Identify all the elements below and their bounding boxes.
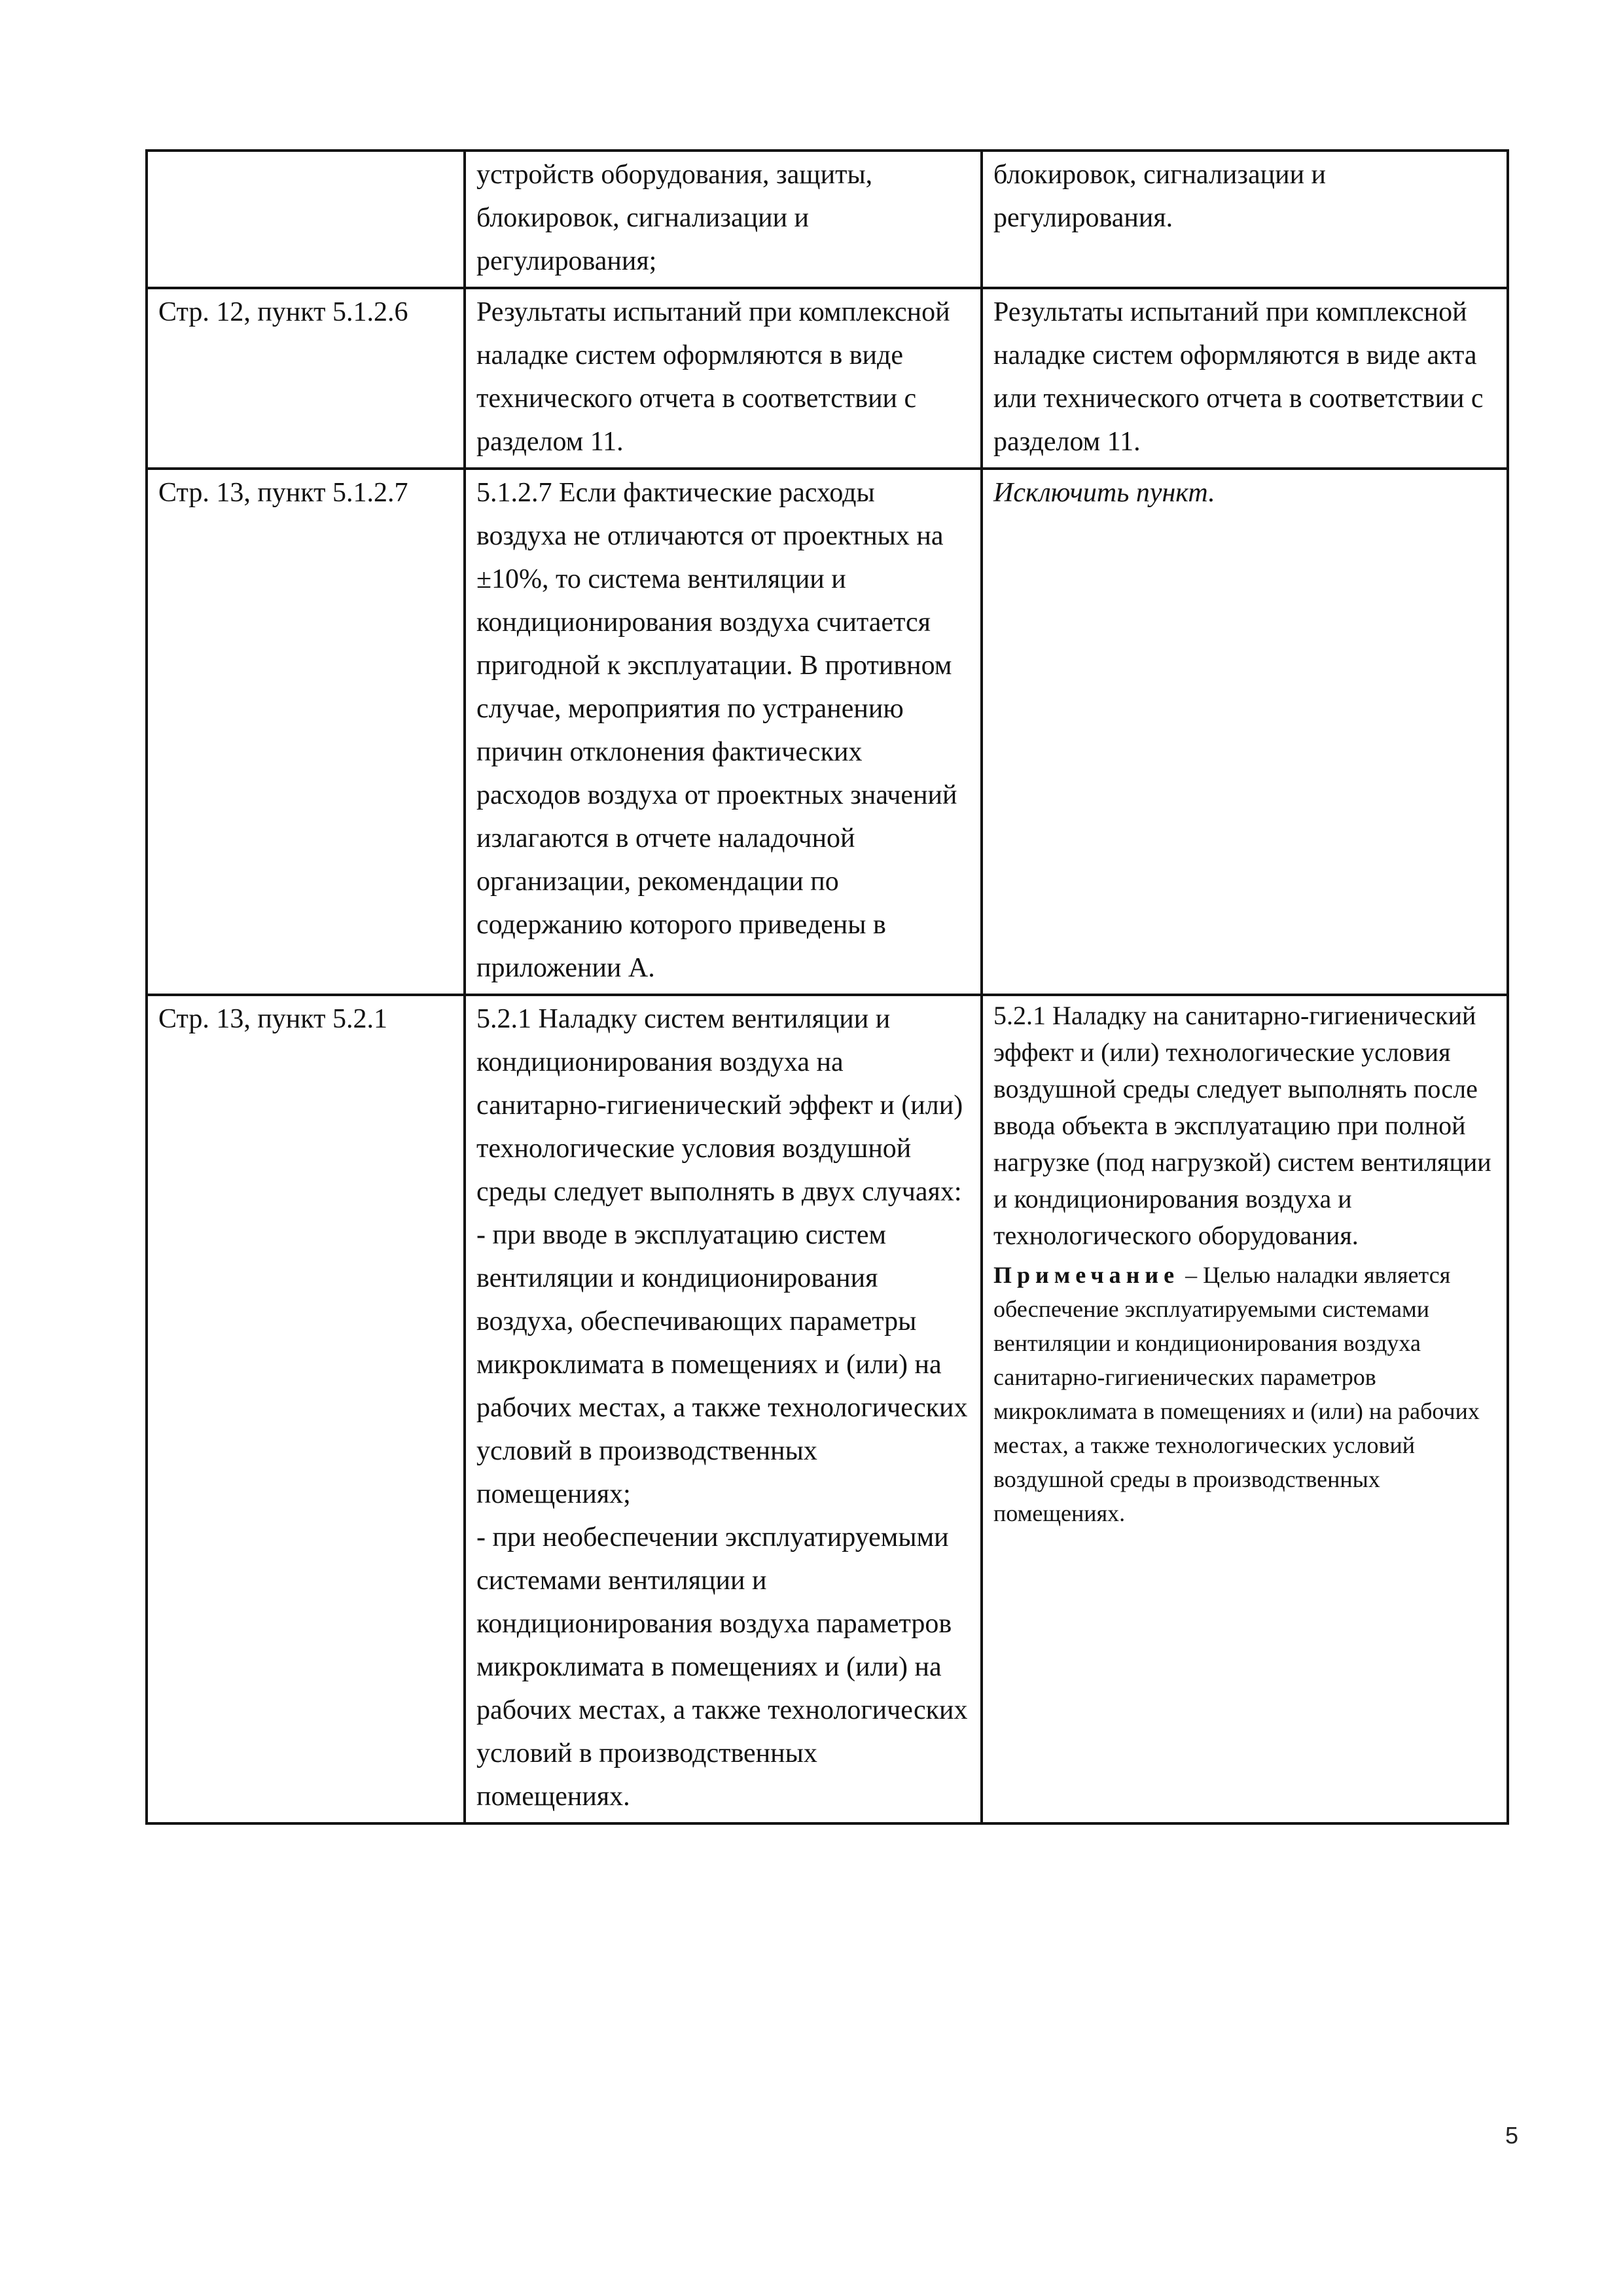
new-text-cell: блокировок, сигнализации и регулирования. [982,151,1508,288]
new-text-paragraph: 5.2.1 Наладку на санитарно-гигиенический эффект и (или) технологические условия воздушной среды следует выполнять после ввода объекта в эксплуатацию при полной нагрузке (под нагрузкой) систем вентиляции и кондиционирования воздуха и технологического оборудования. [993,1001,1491,1250]
new-text-cell: Исключить пункт. [982,469,1508,995]
old-text-cell: 5.1.2.7 Если фактические расходы воздуха не отличаются от проектных на ±10%, то система вентиляции и кондиционирования воздуха считается пригодной к эксплуатации. В противном случае, мероприятия по устранению причин отклонения фактических расходов воздуха от проектных значений излагаются в отчете наладочной организации, рекомендации по содержанию которого приведены в приложении А. [465,469,982,995]
table-row [147,469,1508,995]
old-text-cell: Результаты испытаний при комплексной наладке систем оформляются в виде технического отчета в соответствии с разделом 11. [465,288,982,469]
old-text-cell [465,995,982,1823]
table-row [147,151,1508,288]
amendments-table-wrapper [145,149,1507,1825]
note-text: – Целью наладки является обеспечение эксплуатируемыми системами вентиляции и кондиционирования воздуха санитарно-гигиенических параметров микроклимата в помещениях и (или) на рабочих местах, а также технологических условий воздушной среды в производственных помещениях. [993,1262,1480,1526]
old-text-paragraph: - при необеспечении эксплуатируемыми системами вентиляции и кондиционирования воздуха параметров микроклимата в помещениях и (или) на рабочих местах, а также технологических условий в производственных помещениях. [476,1522,968,1812]
old-text-paragraph: - при вводе в эксплуатацию систем вентиляции и кондиционирования воздуха, обеспечивающих параметры микроклимата в помещениях и (или) на рабочих местах, а также технологических условий в производственных помещениях; [476,1220,968,1509]
new-text-cell [982,995,1508,1823]
reference-cell: Стр. 13, пункт 5.2.1 [147,995,465,1823]
new-text-cell: Результаты испытаний при комплексной наладке систем оформляются в виде акта или технического отчета в соответствии с разделом 11. [982,288,1508,469]
old-text-cell: устройств оборудования, защиты, блокировок, сигнализации и регулирования; [465,151,982,288]
reference-cell [147,151,465,288]
reference-cell: Стр. 13, пункт 5.1.2.7 [147,469,465,995]
old-text-paragraph: 5.2.1 Наладку систем вентиляции и кондиционирования воздуха на санитарно-гигиенический эффект и (или) технологические условия воздушной среды следует выполнять в двух случаях: [476,1004,963,1207]
note [993,1258,1496,1530]
amendments-table [145,149,1509,1825]
table-row [147,995,1508,1823]
reference-cell: Стр. 12, пункт 5.1.2.6 [147,288,465,469]
table-row [147,288,1508,469]
page-number: 5 [1505,2122,1518,2149]
note-label: Примечание [993,1262,1180,1288]
